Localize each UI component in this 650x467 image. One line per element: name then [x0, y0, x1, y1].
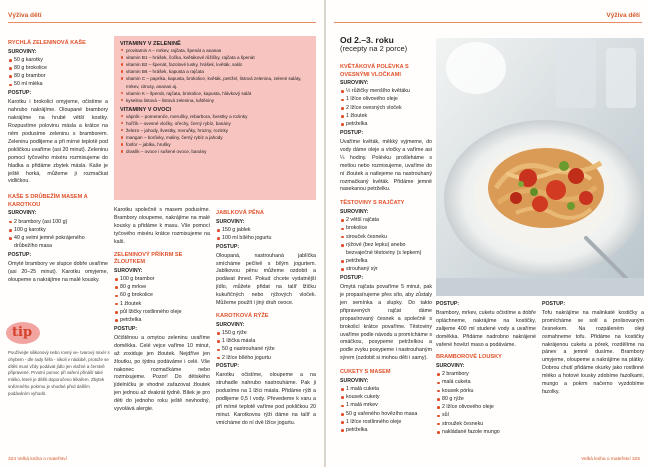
section-title-line1: Od 2.–3. roku [340, 35, 394, 45]
vitamin-item: vitamin K – špenát, rajčata, brokolice, kapusta, hlávkový salát [120, 90, 310, 97]
vitamin-item: hořčík – ovesné vločky, ořechy, černý rybíz, banány [120, 120, 310, 127]
ingredients-label: SUROVINY: [436, 363, 465, 370]
method-label: POSTUP: [114, 325, 138, 332]
method-text: Karotku i brokolici omyjeme, očistíme a nahrubo nakrájíme. Oloupané brambory nakrájíme na hrubé větší kostky. Rozpustíme polovinu másla a krátce na něm podusíme zeleninu s bramborem. Zeleninu podlijeme a při mírné teplotě pod pokličkou uvaříme (asi 20 minut). Zeleninu pomocí tyčového mixéru rozmixujeme do hladka a přidáme zbytek másla. Kaše je ještě horká, můžeme ji rozmačkat vidličkou. [8, 99, 108, 185]
ingredients-label: SUROVINY: [8, 210, 37, 217]
ingredient: 50 g vařeného hovězího masa [340, 411, 432, 419]
recipe-title: KAROTKOVÁ RÝŽE [216, 313, 269, 320]
vitamin-item: kyselina listová – listová zelenina, luštěniny [120, 97, 310, 104]
ingredient: 1 lžíce rostlinného oleje [340, 419, 432, 427]
method-text: Oloupaná, nastrouhaná jablíčka smícháme pečlivě s bílým jogurtem. Jablkovou pěnu můžeme ozdobit a podávat ihned. Pokud chcete vydatnější jídlo, můžete přidat na talíř lžičku kukuřičných nebo rýžových vloček. Můžeme použít i jiný druh ovoce. [216, 252, 316, 307]
right-column-1 [340, 60, 432, 435]
ingredient: kousek cukety [340, 394, 432, 402]
ingredient: malá cuketa [436, 379, 536, 387]
ingredient: 1 malá cuketa [340, 386, 432, 394]
vitamin-item: vitamin B1 – hrášek, čočka, květákové růžičky, rajčata a špenát [120, 54, 310, 61]
ingredient: 2 lžíce bílého jogurtu [216, 355, 316, 363]
recipe-title: TĚSTOVINY S RAJČATY [340, 200, 405, 207]
vitamins-title: VITAMINY V ZELENINĚ [120, 41, 181, 47]
ingredient: sůl [436, 412, 536, 420]
ingredient: kousek pórku [436, 388, 536, 396]
running-header-left: Výživa dětí [8, 12, 42, 19]
ingredients-label: SUROVINY: [340, 80, 369, 87]
ingredient: 100 g brambor [114, 276, 210, 284]
ingredient: 2 brambory [436, 371, 536, 379]
ingredient: petrželka [114, 317, 210, 325]
method-text: Očištěnou a omytou zeleninu uvaříme doměkka. Celé vejce vaříme 10 minut, až zoxiduje jen žloutek. Nejdříve jen žloutku, po týdnu podáváme i celé. Vše nakonec rozmačkáme nebo rozmixujeme. Pozor! Do dětského jídelníčku je vhodné zařazovat žloutek jen jednou až dvakrát týdně. Bílek je pro děti do jednoho roku ještě nevhodný, vyvolává alergie. [114, 334, 210, 413]
ingredient: 80 g mrkve [114, 284, 210, 292]
vitamin-item: vitamin B2 – špenát, fazolové lusky, hrášek, květák, salát [120, 61, 310, 68]
ingredient: 100 g karotky [8, 227, 108, 235]
ingredient: sirouček česneku [340, 234, 432, 242]
method-text: Brambory, mrkev, cuketu očistíme a dobře opláchneme, nakrájíme na kostičky, zalijeme 400 ml studené vody a uvaříme doměkka. Přidáme nadrobno nakrájené vařené hovězí maso a podáváme. [436, 309, 536, 348]
section-title [340, 36, 407, 54]
right-column-2 [436, 300, 536, 437]
ingredient: 1 žloutek [114, 301, 210, 309]
recipe-title: ZELENINOVÝ PŘÍKRM SE ŽLOUTKEM [114, 251, 183, 266]
ingredient: 2 větší rajčata [340, 217, 432, 225]
vitamin-item: vitamin C – paprika, kapusta, brokolice, květák, petržel, listová zelenina, zelené saláty, mrkev, citrusy, ananas aj. [120, 75, 310, 89]
method-text: Uvaříme květák, měkký vyjmeme, do vody dáme oleje a vločky a vaříme asi ¼ hodiny. Polévku prošleháme s metlou nebo rozmixujeme, uvaříme do ní žloutek a natlejeme na nastrouhaný rozmačkaný květák. Přidáme jemně nasekanou petrželku. [340, 138, 432, 193]
footer-right: Velká kniha o mateřství 325 [581, 457, 640, 462]
ingredient: petrželka [340, 427, 432, 435]
ingredient: 60 g brokolice [114, 292, 210, 300]
ingredient: rýžové (bez lepku) anebo bezvaječné těstoviny (s lepkem) [340, 242, 432, 258]
recipe-title: JABLKOVÁ PĚNA [216, 210, 264, 216]
ingredient: 80 g brambor [8, 73, 108, 81]
pasta-dish-illustration [436, 38, 644, 296]
ingredient: půl lžičky rostlinného oleje [114, 309, 210, 317]
ingredients-label: SUROVINY: [8, 48, 37, 55]
ingredient: nakládané fazole mungo [436, 429, 536, 437]
continued-text: Karotku společně s masem podusíme. Brambory oloupeme, nakrájíme na malé kousky a přidáme k masu. Vše pomocí tyčového mixéru krátce rozmixujeme na kaši. [114, 207, 210, 245]
vitamin-item: draslík – ovoce i sušené ovoce, banány [120, 148, 310, 155]
method-text: Omyté brambory ve slupce dobře uvaříme (asi 20–25 minut). Karotku omyjeme, oloupeme a nakrájíme na malé kousky. [8, 260, 108, 283]
method-label: POSTUP: [8, 90, 32, 97]
ingredient: 50 g nastrouhané rýže [216, 346, 316, 354]
method-label: POSTUP: [8, 251, 32, 258]
recipe-title: BRAMBOROVÉ LOUSKY [436, 354, 502, 361]
ingredient: 150 g jablek [216, 227, 316, 235]
ingredient: 2 lžíce olivového oleje [436, 404, 536, 412]
method-label: POSTUP: [436, 301, 460, 307]
ingredient: 40 g velmi jemně pokrájeného drůbežího masa [8, 235, 108, 251]
page-gutter [324, 0, 326, 467]
right-column-3 [542, 300, 644, 397]
section-title-line2: (recepty na 2 porce) [340, 44, 408, 54]
ingredient: 2 lžíce ovesných vloček [340, 105, 432, 113]
ingredient: ½ růžičky menšího květáku [340, 88, 432, 96]
vitamin-item: vápník – pomeranče, meruňky, rebarbora, švestky a rozinky [120, 113, 310, 120]
header-rule-right [334, 22, 642, 23]
tip-word: tip [12, 325, 33, 340]
ingredient: 1 žloutek [340, 113, 432, 121]
ingredients-label: SUROVINY: [216, 218, 245, 225]
method-text: Karotku očistíme, oloupeme a na struhadle nahrubo nastrouháme. Pak ji podusíme na 1 lžíci másla. Přidáme rýži a podlijeme 0,5 l vody. Převedeme k varu a při mírné teplotě vaříme pod pokličkou 20 minut. Karotkovou rýži dáme na talíř a vmícháme do ní dvě lžíce jogurtu. [216, 372, 316, 426]
ingredients-label: SUROVINY: [216, 321, 245, 328]
vitamin-item: železo – jahody, švestky, meruňky, hrozny, rozinky [120, 127, 310, 134]
method-label: POSTUP: [542, 301, 566, 307]
header-rule-left [8, 22, 316, 23]
ingredients-label: SUROVINY: [340, 208, 369, 215]
ingredient: 1 lžíce olivového oleje [340, 96, 432, 104]
ingredient: petrželka [340, 258, 432, 266]
vitamins-box [114, 36, 316, 200]
ingredient: 80 g rýže [436, 396, 536, 404]
vitamin-item: fosfor – jablka, hrušky [120, 141, 310, 148]
method-text: Omytá rajčata povaříme 5 minut, pak je propasírujeme přes síto, aby zůstaly jen semínka a slupky. Do takto připravených rajčat dáme propasírovaný česnek a společně s brokolicí krátce povaříme. Těstoviny uvaříme podle návodu a promícháme s omáčkou, posypeme petrželkou a podle zvyku posypeme i nastrouhaným sýrem (ozdobit si mohou děti i samy). [340, 283, 432, 362]
ingredient: 1 malá mrkev [340, 402, 432, 410]
ingredient: brokolice [340, 225, 432, 233]
footer-left: 324 Velká kniha o mateřství [8, 457, 67, 462]
ingredient: 1 lžička másla [216, 338, 316, 346]
recipe-title: KAŠE S DRŮBEŽÍM MASEM A KAROTKOU [8, 194, 88, 208]
recipe-title: RYCHLÁ ZELENINOVÁ KAŠE [8, 40, 86, 46]
recipe-title: CUKETY S MASEM [340, 369, 391, 376]
tip-text: Používejte silikonový nebo rovný ve- tvarový mixér s ohybem - dle rady šéfa - nikoli v nádobě, protože se dítěti musí vždy podávat jídlo jen vlažné a čerstvě připravené. Prvotní pomoc při vaření přináší také mléko, které je dítěti doporučeno lékařem. Zbytek snězeného pokrmu je vhodné před dalším podáváním vyhodit. [8, 350, 110, 396]
tip-badge [6, 322, 46, 344]
vitamin-item: mangan – borůvky, maliny, černý rybíz a jahody [120, 134, 310, 141]
ingredients-label: SUROVINY: [114, 267, 143, 274]
left-column-2 [114, 206, 210, 414]
ingredient: 50 g karotky [8, 57, 108, 65]
pasta-dish-photo [436, 38, 644, 296]
method-text: Tofu nakrájíme na malinkaté kostičky a promícháme se solí a prolisovaným česnekem. Na rozpáleném oleji osmahneme tofu. Přidáme na kostičky nakrájenou cuketu a pórek, rozdělíme na pánev a jemně dusíme. Brambory umyjeme, oloupeme a nakrájíme na plátky. Dobrou chutí přidáme okurky jako rostlinné mléko a hotové lousky zdobíme fazolkami, mungo a pokrm načerno vyzdobíme fazolky. [542, 309, 644, 396]
left-column-1 [8, 36, 108, 285]
ingredient: strouhaný sýr [340, 266, 432, 274]
ingredient: 100 ml bílého jogurtu [216, 235, 316, 243]
left-column-3 [216, 206, 316, 428]
method-label: POSTUP: [216, 363, 240, 370]
ingredient: 80 g brokolice [8, 65, 108, 73]
ingredient: petrželka [340, 121, 432, 129]
method-label: POSTUP: [216, 243, 240, 250]
method-label: POSTUP: [340, 275, 364, 282]
recipe-title: KVĚTÁKOVÁ POLÉVKA S OVESNÝMI VLOČKAMI [340, 64, 409, 78]
ingredients-label: SUROVINY: [340, 377, 369, 384]
vitamins-title-fruit: VITAMINY V OVOCI [120, 106, 172, 113]
method-label: POSTUP: [340, 130, 364, 137]
ingredient: stroužek česneku [436, 421, 536, 429]
ingredient: 2 brambory (asi 100 g) [8, 219, 108, 227]
vitamin-item: provitamin A – mrkev, rajčata, špenát a ananas [120, 47, 310, 54]
ingredient: 150 g rýže [216, 330, 316, 338]
running-header-right: Výživa dětí [606, 12, 640, 19]
ingredient: 50 ml mléka [8, 81, 108, 89]
vitamin-item: vitamin B6 – hrášek, kapusta a rajčata [120, 68, 310, 75]
